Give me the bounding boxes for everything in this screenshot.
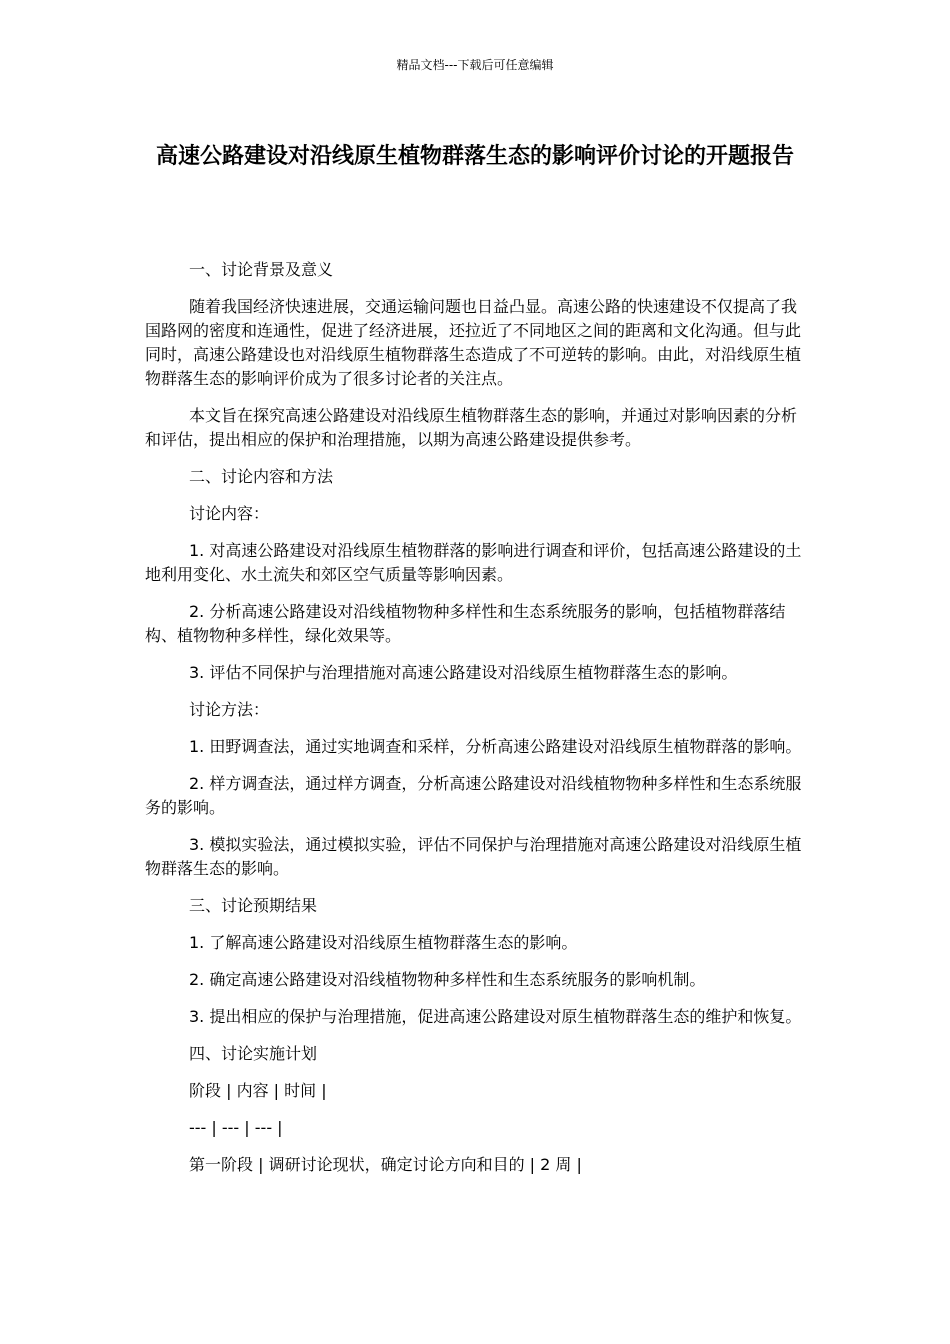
section-heading: 三、讨论预期结果 (189, 896, 318, 915)
list-item: 3. 模拟实验法，通过模拟实验，评估不同保护与治理措施对高速公路建设对沿线原生植物群落生态的影响。 (145, 835, 802, 878)
list-item: 3. 提出相应的保护与治理措施，促进高速公路建设对原生植物群落生态的维护和恢复。 (189, 1007, 802, 1026)
subsection-label: 讨论方法： (189, 700, 270, 719)
paragraph: 本文旨在探究高速公路建设对沿线原生植物群落生态的影响，并通过对影响因素的分析和评估，提出相应的保护和治理措施，以期为高速公路建设提供参考。 (145, 406, 798, 449)
list-item: 2. 样方调查法，通过样方调查，分析高速公路建设对沿线植物物种多样性和生态系统服务的影响。 (145, 774, 802, 817)
table-row: 第一阶段 | 调研讨论现状，确定讨论方向和目的 | 2 周 | (189, 1155, 582, 1174)
list-item: 3. 评估不同保护与治理措施对高速公路建设对沿线原生植物群落生态的影响。 (189, 663, 738, 682)
paragraph: 随着我国经济快速进展，交通运输问题也日益凸显。高速公路的快速建设不仅提高了我国路网的密度和连通性，促进了经济进展，还拉近了不同地区之间的距离和文化沟通。但与此同时，高速公路建设也对沿线原生植物群落生态造成了不可逆转的影响。由此，对沿线原生植物群落生态的影响评价成为了很多讨论者的关注点。 (145, 297, 802, 388)
section-heading: 四、讨论实施计划 (189, 1044, 318, 1063)
table-header-row: 阶段 | 内容 | 时间 | (189, 1081, 327, 1100)
list-item: 2. 分析高速公路建设对沿线植物物种多样性和生态系统服务的影响，包括植物群落结构、植物物种多样性，绿化效果等。 (145, 602, 786, 645)
subsection-label: 讨论内容： (189, 504, 270, 523)
section-heading: 一、讨论背景及意义 (189, 260, 334, 279)
list-item: 1. 对高速公路建设对沿线原生植物群落的影响进行调查和评价，包括高速公路建设的土地利用变化、水土流失和郊区空气质量等影响因素。 (145, 541, 802, 584)
list-item: 2. 确定高速公路建设对沿线植物物种多样性和生态系统服务的影响机制。 (189, 970, 706, 989)
header-note: 精品文档---下载后可任意编辑 (396, 58, 554, 72)
document-body (145, 258, 805, 1190)
document-title: 高速公路建设对沿线原生植物群落生态的影响评价讨论的开题报告 (155, 144, 794, 169)
list-item: 1. 了解高速公路建设对沿线原生植物群落生态的影响。 (189, 933, 578, 952)
section-heading: 二、讨论内容和方法 (189, 467, 334, 486)
list-item: 1. 田野调查法，通过实地调查和采样，分析高速公路建设对沿线原生植物群落的影响。 (189, 737, 802, 756)
table-separator-row: --- | --- | --- | (189, 1118, 283, 1137)
